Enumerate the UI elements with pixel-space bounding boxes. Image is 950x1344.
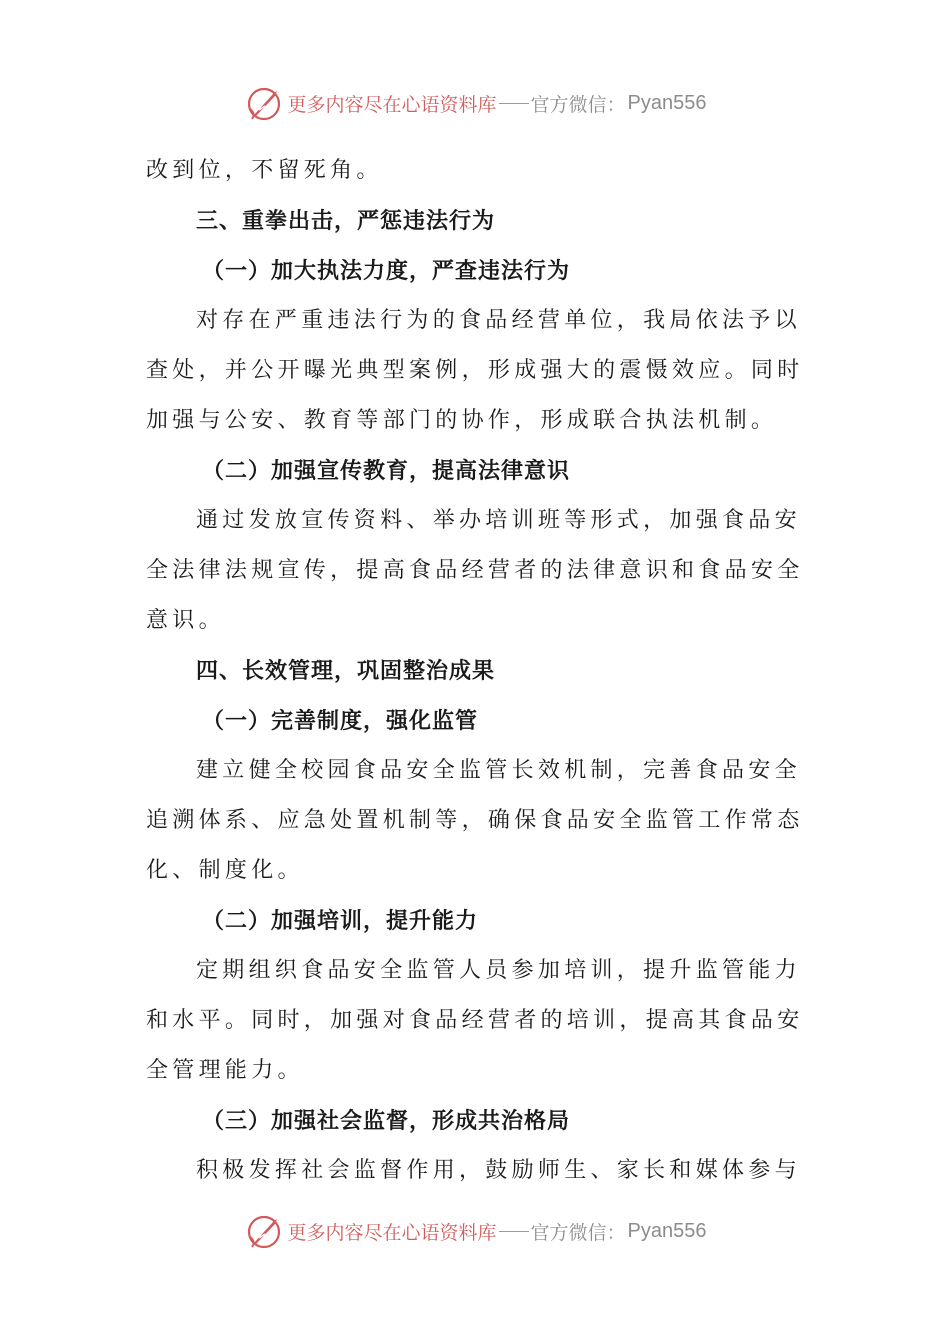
quill-pen-logo-icon xyxy=(244,83,284,123)
paragraph-first-line: 通过发放宣传资料、举办培训班等形式，加强食品安 xyxy=(196,508,801,533)
banner-promo-text: 更多内容尽在心语资料库 xyxy=(287,1221,497,1244)
paragraph-first-line: 定期组织食品安全监管人员参加培训，提升监管能力 xyxy=(196,958,801,983)
subsection-heading: （二）加强宣传教育，提高法律意识 xyxy=(202,458,571,484)
paragraph-first-line: 建立健全校园食品安全监管长效机制，完善食品安全 xyxy=(196,758,801,783)
footer-banner xyxy=(0,1209,950,1253)
subsection-heading: （一）完善制度，强化监管 xyxy=(202,708,479,734)
paragraph-line: 全法律法规宣传，提高食品经营者的法律意识和食品安全 xyxy=(146,558,804,583)
paragraph-line: 全管理能力。 xyxy=(146,1058,304,1083)
banner-dash xyxy=(499,103,529,104)
paragraph-line: 意识。 xyxy=(146,608,225,633)
paragraph-line: 查处，并公开曝光典型案例，形成强大的震慑效应。同时 xyxy=(146,358,804,383)
banner-official-label: 官方微信： xyxy=(530,93,626,116)
banner-wechat-id: Pyan556 xyxy=(627,91,707,114)
quill-pen-logo-icon xyxy=(244,1211,284,1251)
paragraph-first-line: 积极发挥社会监督作用，鼓励师生、家长和媒体参与 xyxy=(196,1158,801,1183)
banner-wechat-id: Pyan556 xyxy=(627,1219,707,1242)
header-banner xyxy=(0,81,950,125)
paragraph-line: 化、制度化。 xyxy=(146,858,304,883)
section-heading: 四、长效管理，巩固整治成果 xyxy=(196,658,496,684)
subsection-heading: （一）加大执法力度，严查违法行为 xyxy=(202,258,571,284)
subsection-heading: （二）加强培训，提升能力 xyxy=(202,908,479,934)
banner-promo-text: 更多内容尽在心语资料库 xyxy=(287,93,497,116)
section-heading: 三、重拳出击，严惩违法行为 xyxy=(196,208,496,234)
document-body xyxy=(146,146,806,1196)
paragraph-line: 加强与公安、教育等部门的协作，形成联合执法机制。 xyxy=(146,408,778,433)
paragraph-line: 和水平。同时，加强对食品经营者的培训，提高其食品安 xyxy=(146,1008,804,1033)
subsection-heading: （三）加强社会监督，形成共治格局 xyxy=(202,1108,571,1134)
banner-dash xyxy=(499,1231,529,1232)
banner-official-label: 官方微信： xyxy=(530,1221,626,1244)
paragraph-first-line: 对存在严重违法行为的食品经营单位，我局依法予以 xyxy=(196,308,801,333)
paragraph-line: 追溯体系、应急处置机制等，确保食品安全监管工作常态 xyxy=(146,808,804,833)
paragraph-line: 改到位，不留死角。 xyxy=(146,158,383,183)
